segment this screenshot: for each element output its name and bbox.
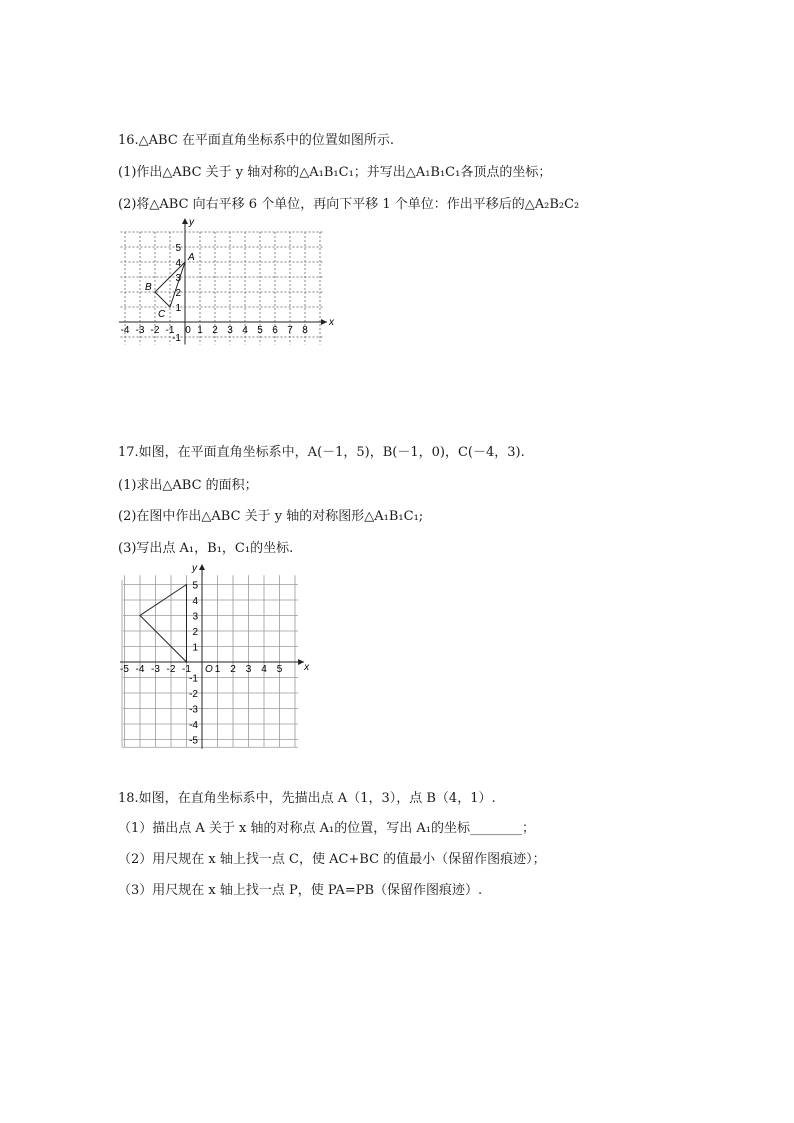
x-tick-label: -4 — [135, 664, 145, 675]
q18-part3: （3）用尺规在 x 轴上找一点 P，使 PA=PB（保留作图痕迹）. — [118, 883, 483, 898]
x-tick-label: 2 — [230, 664, 236, 675]
y-tick-label: 4 — [175, 258, 181, 269]
x-axis-arrow — [321, 319, 327, 325]
vertex-label: B — [145, 282, 152, 293]
x-tick-label: 5 — [276, 664, 283, 675]
q16-coordinate-figure — [118, 214, 333, 344]
x-tick-label: 0 — [185, 325, 191, 336]
y-axis-label: y — [192, 563, 197, 574]
y-tick-label: 2 — [192, 627, 198, 638]
x-tick-label: 8 — [302, 325, 308, 336]
q18-part2: （2）用尺规在 x 轴上找一点 C，使 AC+BC 的值最小（保留作图痕迹）； — [118, 852, 546, 867]
x-tick-label: -3 — [135, 325, 145, 336]
y-tick-label: -3 — [189, 704, 198, 716]
y-axis-arrow — [199, 564, 205, 570]
x-tick-label: -3 — [151, 664, 160, 675]
x-tick-label: 1 — [197, 325, 203, 336]
y-tick-label: 1 — [175, 303, 181, 314]
x-tick-label: 2 — [212, 325, 218, 336]
x-tick-label: 3 — [245, 664, 252, 675]
y-axis-arrow — [182, 218, 188, 224]
q16-part2: (2)将△ABC 向右平移 6 个单位，再向下平移 1 个单位：作出平移后的△A₂B₂C₂ — [118, 197, 580, 212]
origin-label: O — [205, 664, 213, 675]
x-tick-label: -2 — [166, 664, 176, 675]
x-tick-label: 4 — [242, 325, 248, 336]
y-tick-label: 3 — [175, 273, 181, 284]
q16-part1: (1)作出△ABC 关于 y 轴对称的△A₁B₁C₁；并写出△A₁B₁C₁各顶点的坐标； — [118, 165, 552, 180]
q17-part2: (2)在图中作出△ABC 关于 y 轴的对称图形△A₁B₁C₁; — [118, 509, 424, 524]
y-tick-label: -5 — [189, 735, 198, 747]
x-tick-label: -1 — [165, 325, 175, 336]
vertex-label: A — [188, 252, 195, 263]
y-axis-label: y — [189, 217, 194, 228]
x-tick-label: -5 — [120, 664, 129, 675]
y-tick-label: 1 — [192, 642, 198, 654]
x-tick-label: 7 — [287, 325, 293, 336]
y-tick-label: 5 — [192, 580, 198, 592]
x-tick-label: 5 — [257, 325, 263, 336]
x-axis-label: x — [329, 317, 334, 328]
y-tick-label: -1 — [172, 333, 181, 344]
y-tick-label: 5 — [175, 243, 181, 254]
y-tick-label: 4 — [192, 596, 198, 607]
x-tick-label: -1 — [182, 664, 191, 675]
q17-coordinate-figure — [116, 562, 310, 748]
y-tick-label: -2 — [189, 689, 198, 700]
q16-title: 16.△ABC 在平面直角坐标系中的位置如图所示. — [118, 133, 395, 148]
x-tick-label: 1 — [214, 664, 221, 675]
x-tick-label: 4 — [261, 664, 267, 675]
x-tick-label: -4 — [120, 325, 130, 336]
x-tick-label: -2 — [150, 325, 160, 336]
q18-part1: （1）描出点 A 关于 x 轴的对称点 A₁的位置，写出 A₁的坐标________； — [118, 821, 535, 836]
triangle-abc — [140, 585, 187, 663]
q17-part1: (1)求出△ABC 的面积； — [118, 478, 258, 493]
x-tick-label: 6 — [272, 325, 278, 336]
x-tick-label: 3 — [227, 325, 233, 336]
q17-part3: (3)写出点 A₁，B₁，C₁的坐标. — [118, 541, 294, 556]
q17-title: 17.如图，在平面直角坐标系中，A(－1，5)，B(－1，0)，C(－4，3). — [118, 445, 525, 460]
y-tick-label: -4 — [189, 720, 198, 731]
y-tick-label: 3 — [192, 611, 198, 623]
y-tick-label: 2 — [175, 288, 181, 299]
y-tick-label: -1 — [189, 673, 198, 685]
x-axis-label: x — [304, 662, 310, 673]
vertex-label: C — [158, 309, 166, 320]
q18-title: 18.如图，在直角坐标系中，先描出点 A（1，3），点 B（4，1）. — [118, 791, 496, 806]
